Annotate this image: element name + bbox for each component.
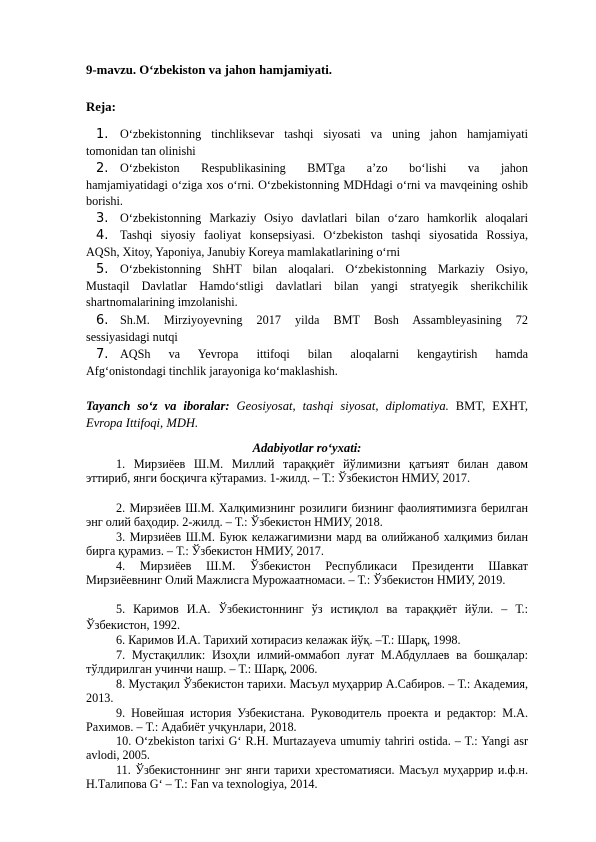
reference-item: 2. Мирзиёев Ш.М. Халқимизнинг розилиги бизнинг фаолиятимизга берилган энг олий баҳодир. 2-жилд. – Т.: Ўзбекистон НМИУ, 2018. xyxy=(86,501,528,530)
reference-item: 7. Мустақиллик: Изоҳли илмий-оммабоп луғат М.Абдуллаев ва бошқалар: тўлдирилган учинчи нашр. – Т.: Шарқ, 2006. xyxy=(86,648,528,677)
plan-item-text-cont: Mustaqil Davlatlar Hamdo‘stligi davlatlari bilan yangi stratyegik sherikchilik shartnomalarining imzolanishi. xyxy=(86,279,528,309)
plan-item-number: 3. xyxy=(96,211,109,226)
plan-item-text: O‘zbekiston Respublikasining BMTga a’zo bo‘lishi va jahon xyxy=(120,161,528,175)
reference-item: 11. Ўзбекистоннинг энг янги тарихи хрестоматияси. Масъул муҳаррир и.ф.н. Н.Талипова G‘ – T.: Fan va texnologiya, 2014. xyxy=(86,763,528,792)
key-terms-text: Geosiyosat, tashqi siyosat, diplomatiya. xyxy=(236,399,449,413)
reference-item: 5. Каримов И.А. Ўзбекистоннинг ўз истиқлол ва тараққиёт йўли. – Т.: Ўзбекистон, 1992. xyxy=(86,602,528,632)
plan-item-number: 6. xyxy=(96,313,109,328)
reference-item: 3. Мирзиёев Ш.М. Буюк келажагимизни мард ва олийжаноб халқимиз билан бирга қурамиз. – Т.: Ўзбекистон НМИУ, 2017. xyxy=(86,530,528,559)
plan-item-3 xyxy=(86,210,528,227)
plan-item-text-cont: AQSh, Xitoy, Yaponiya, Janubiy Koreya mamlakatlarining o‘rni xyxy=(86,245,401,259)
reference-item: 1. Мирзиёев Ш.М. Миллий тараққиёт йўлимизни қатъият билан давом эттириб, янги босқичга кўтарамиз. 1-жилд. – Т.: Ўзбекистон НМИУ, 2017. xyxy=(86,457,528,486)
plan-item-4 xyxy=(86,227,528,260)
plan-item-5 xyxy=(86,261,528,310)
plan-item-text-cont: tomonidan tan olinishi xyxy=(86,144,196,158)
plan-item-1 xyxy=(86,126,528,159)
plan-item-text-cont: sessiyasidagi nutqi xyxy=(86,330,178,344)
plan-item-text: Sh.M. Mirziyoyevning 2017 yilda BMT Bosh Assambleyasining 72 xyxy=(120,313,528,327)
reference-item: 6. Каримов И.А. Тарихий хотирасиз келажак йўқ. –Т.: Шарқ, 1998. xyxy=(116,633,461,647)
plan-item-text: O‘zbekistonning Markaziy Osiyo davlatlari bilan o‘zaro hamkorlik aloqalari xyxy=(120,211,528,225)
plan-item-2 xyxy=(86,160,528,209)
reja-heading: Reja: xyxy=(86,100,116,114)
key-terms-text-upright: BMT, EXHT, xyxy=(455,399,528,413)
reference-item: 4. Мирзиёев Ш.М. Ўзбекистон Республикаси Президенти Шавкат Мирзиёевнинг Олий Мажлисга Мурожаатномаси. – Т.: Ўзбекистон НМИУ, 2019. xyxy=(86,559,528,588)
plan-item-6 xyxy=(86,312,528,345)
plan-item-text-cont: hamjamiyatidagi o‘ziga xos o‘rni. O‘zbekistonning MDHdagi o‘rni va mavqeining oshib borishi. xyxy=(86,178,528,208)
reference-item: 9. Новейшая история Узбекистана. Руководитель проекта и редактор: М.А. Рахимов. – Т.: Адабиёт учқунлари, 2018. xyxy=(86,706,528,735)
plan-item-number: 4. xyxy=(96,228,109,243)
references-heading: Adabiyotlar ro‘yxati: xyxy=(252,441,362,455)
plan-item-text: O‘zbekistonning tinchliksevar tashqi siyosati va uning jahon hamjamiyati xyxy=(120,127,528,141)
plan-item-text: O‘zbekistonning ShHT bilan aloqalari. O‘zbekistonning Markaziy Osiyo, xyxy=(120,262,528,276)
key-terms-text-2: Evropa Ittifoqi, MDH. xyxy=(86,416,199,430)
plan-item-7 xyxy=(86,346,528,379)
plan-item-number: 2. xyxy=(96,161,109,176)
plan-item-number: 5. xyxy=(96,262,109,277)
key-terms-label: Tayanch so‘z va iboralar: xyxy=(86,399,230,413)
key-terms xyxy=(86,398,528,432)
plan-item-number: 7. xyxy=(96,347,109,362)
plan-item-text: AQSh va Yevropa ittifoqi bilan aloqalarni kengaytirish hamda xyxy=(120,347,528,361)
page-title: 9-mavzu. O‘zbekiston va jahon hamjamiyati. xyxy=(86,63,332,77)
plan-item-text: Tashqi siyosiy faoliyat konsepsiyasi. O‘zbekiston tashqi siyosatida Rossiya, xyxy=(120,228,528,242)
plan-item-number: 1. xyxy=(96,127,109,142)
reference-item: 10. O‘zbekiston tarixi G‘ R.H. Murtazayeva umumiy tahriri ostida. – T.: Yangi asr avlodi, 2005. xyxy=(86,734,528,763)
reference-item: 8. Мустақил Ўзбекистон тарихи. Масъул муҳаррир А.Сабиров. – Т.: Академия, 2013. xyxy=(86,677,528,706)
plan-item-text-cont: Afg‘onistondagi tinchlik jarayoniga ko‘maklashish. xyxy=(86,364,338,378)
